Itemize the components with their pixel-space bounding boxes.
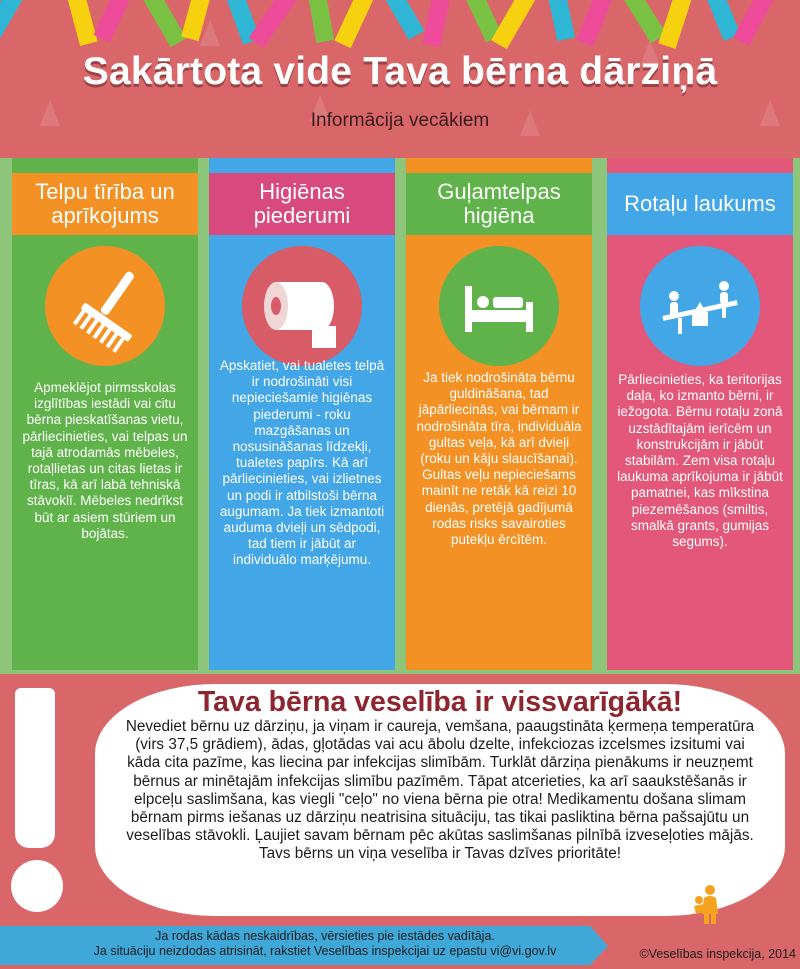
credit: ©Veselības inspekcija, 2014 bbox=[639, 947, 796, 961]
column-text: Apskatiet, vai tualetes telpā ir nodrošināti visi nepieciešamie higiēnas piederumi - roku mazgāšanas un nosusināšanas līdzekļi, tualetes papīrs. Kā arī pārliecinieties, vai izlietnes un podi ir atbilstoši bērna augumam. Ja tiek izmantoti auduma dvieļi un sēdpodi, tad tiem ir jābūt ar individuālo marķējumu. bbox=[219, 358, 385, 568]
footer-text bbox=[0, 929, 650, 959]
warning-title: Tava bērna veselība ir vissvarīgākā! bbox=[197, 686, 683, 718]
page-subtitle: Informācija vecākiem bbox=[310, 110, 490, 131]
streamers-decoration bbox=[0, 0, 800, 50]
column-heading: Rotaļu laukums bbox=[607, 173, 793, 235]
mother-child-icon bbox=[690, 884, 726, 924]
column-heading: Guļamtelpas higiēna bbox=[406, 173, 592, 235]
toilet-paper-icon bbox=[242, 246, 362, 366]
column-heading: Higiēnas piederumi bbox=[209, 173, 395, 235]
header bbox=[0, 0, 800, 150]
rake-icon bbox=[45, 246, 165, 366]
column-room-cleanliness bbox=[12, 158, 198, 670]
column-bedroom-hygiene bbox=[406, 158, 592, 670]
column-text: Ja tiek nodrošināta bērnu guldināšana, tad jāpārliecinās, vai bērnam ir nodrošināta tīra, individuāla gultas veļa, kā arī dvieļi (roku un kāju slaucīšanai). Gultas veļu nepieciešams mainīt ne retāk kā reizi 10 dienās, pretējā gadījumā rodas risks savairoties putekļu ērcītēm. bbox=[416, 370, 582, 548]
exclamation-icon bbox=[15, 688, 55, 848]
footer-line-2: Ja situāciju neizdodas atrisināt, rakstiet Veselības inspekcijai uz epastu vi@vi.gov.lv bbox=[93, 944, 557, 958]
seesaw-icon bbox=[640, 246, 760, 366]
column-text: Pārliecinieties, ka teritorijas daļa, ko izmanto bērni, ir iežogota. Bērnu rotaļu zonā uzstādītajām ierīcēm un konstrukcijām ir jābūt stabilām. Zem visa rotaļu laukuma aprīkojuma ir jābūt pamatnei, kas mīkstina piezemēšanos (smiltis, smalkā grants, gumijas segums). bbox=[617, 372, 783, 550]
footer-line-1: Ja rodas kādas neskaidrības, vērsieties pie iestādes vadītāja. bbox=[155, 929, 495, 943]
warning-closing: Tavs bērns un viņa veselība ir Tavas dzīves prioritāte! bbox=[259, 845, 621, 863]
columns-band bbox=[0, 158, 800, 674]
column-hygiene-supplies bbox=[209, 158, 395, 670]
column-heading: Telpu tīrība un aprīkojums bbox=[12, 173, 198, 235]
column-playground bbox=[607, 158, 793, 670]
page-title: Sakārtota vide Tava bērna dārziņā bbox=[82, 50, 718, 93]
warning-text bbox=[118, 718, 762, 864]
column-text: Apmeklējot pirmsskolas izglītības iestādi vai citu bērna pieskatīšanas vietu, pārliecinieties, vai telpas un tajā atrodamās mēbeles, rotaļlietas un citas lietas ir tīras, kā arī labā tehniskā stāvoklī. Mēbeles nedrīkst būt ar asiem stūriem un bojātas. bbox=[22, 380, 188, 541]
bed-icon bbox=[439, 246, 559, 366]
exclamation-dot-icon bbox=[11, 860, 63, 912]
warning-body: Nevediet bērnu uz dārziņu, ja viņam ir caureja, vemšana, paaugstināta ķermeņa temperatūra (virs 37,5 grādiem), ādas, gļotādas vai acu ābolu dzelte, infekciozas izcelsmes izsitumi vai kāda cita pazīme, kas liecina par infekcijas slimībām. Turklāt dārziņa pienākums ir neuzņemt bērnus ar minētajām infekcijas slimību pazīmēm. Tāpat atcerieties, ka arī saaukstēšanās ir elpceļu saslimšana, kas viegli "ceļo" no viena bērna pie otra! Medikamentu došana slimam bērnam pirms iešanas uz dārziņu neatrisina situāciju, tas tikai pasliktina bērna pašsajūtu un veselības stāvokli. Ļaujiet savam bērnam pēc akūtas saslimšanas pilnībā izveseļoties mājās. bbox=[125, 718, 755, 845]
